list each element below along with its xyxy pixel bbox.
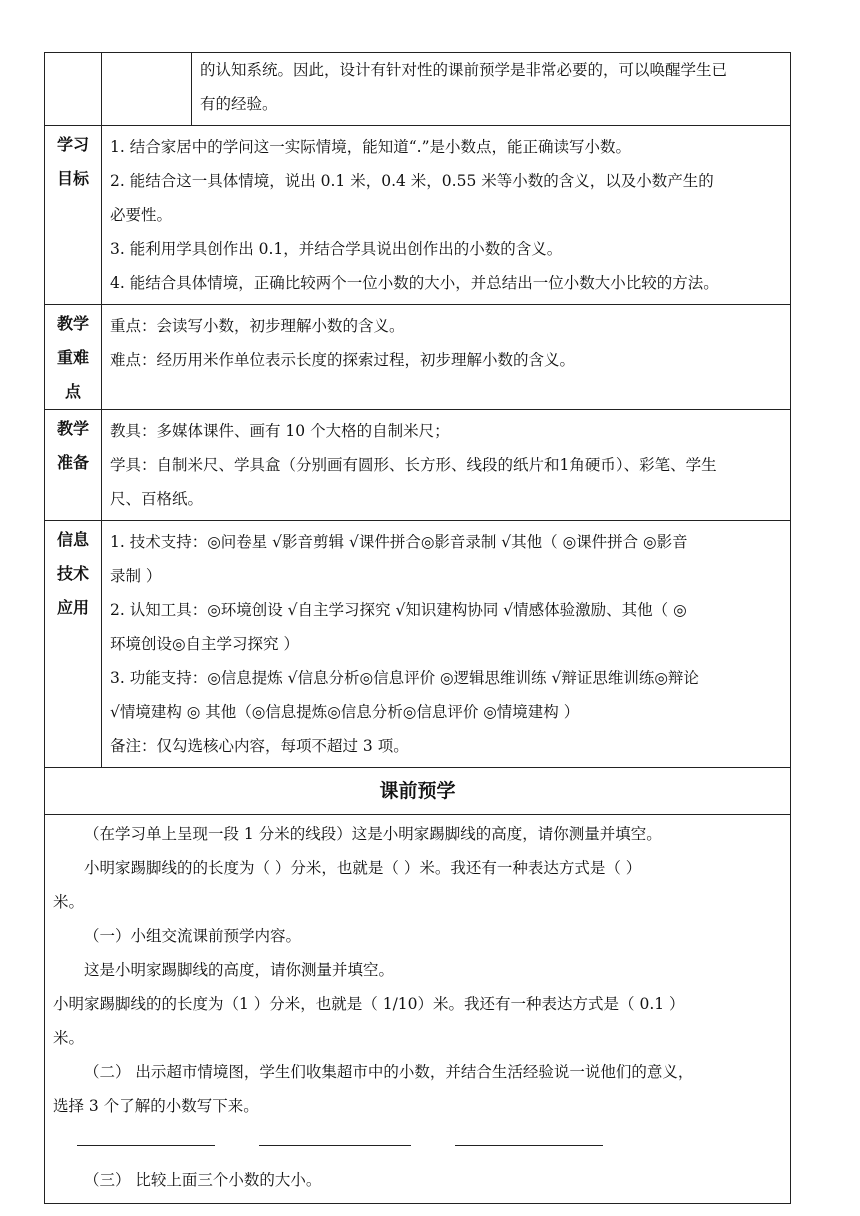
prestudy-paragraph: 米。: [53, 1029, 85, 1047]
prestudy-paragraph: 小明家踢脚线的的长度为（ ）分米，也就是（ ）米。我还有一种表达方式是（ ）: [84, 859, 642, 877]
objectives-row: [45, 126, 791, 305]
answer-blank-2[interactable]: [259, 1145, 411, 1146]
prestudy-paragraph: 选择 3 个了解的小数写下来。: [53, 1097, 259, 1115]
lesson-plan-table: [44, 52, 791, 1204]
prestudy-paragraph: （二） 出示超市情境图，学生们收集超市中的小数，并结合生活经验说一说他们的意义，: [84, 1063, 694, 1081]
intro-row: [45, 53, 791, 126]
prestudy-paragraph: 米。: [53, 893, 85, 911]
it-item: 1. 技术支持：◎问卷星 √影音剪辑 √课件拼合◎影音录制 √其他（ ◎课件拼合 ◎影音: [110, 533, 688, 551]
it-item: 备注：仅勾选核心内容，每项不超过 3 项。: [110, 737, 409, 755]
intro-line-2: 有的经验。: [200, 95, 278, 113]
prestudy-paragraph: 小明家踢脚线的的长度为（1 ）分米，也就是（ 1/10）米。我还有一种表达方式是（ 0.1 ）: [53, 995, 685, 1013]
prestudy-paragraph: （三） 比较上面三个小数的大小。: [84, 1171, 322, 1189]
prestudy-content: [45, 815, 791, 1204]
prestudy-title-row: [45, 768, 791, 815]
intro-sub-cell: [102, 53, 192, 126]
preparation-content: [102, 410, 791, 521]
intro-label-cell: [45, 53, 102, 126]
it-item: 3. 功能支持：◎信息提炼 √信息分析◎信息评价 ◎逻辑思维训练 √辩证思维训练◎辩论: [110, 669, 699, 687]
key-points-content: [102, 305, 791, 410]
answer-blank-1[interactable]: [77, 1145, 215, 1146]
answer-blanks: [53, 1123, 782, 1159]
it-application-content: [102, 521, 791, 768]
key-points-label: 教学 重难 点: [45, 305, 102, 410]
lesson-plan-sheet: [44, 52, 790, 1204]
preparation-item: 学具：自制米尺、学具盒（分别画有圆形、长方形、线段的纸片和1角硬币）、彩笔、学生: [110, 456, 717, 474]
it-item: √情境建构 ◎ 其他（◎信息提炼◎信息分析◎信息评价 ◎情境建构 ）: [110, 703, 580, 721]
prestudy-paragraph: （在学习单上呈现一段 1 分米的线段）这是小明家踢脚线的高度，请你测量并填空。: [84, 825, 662, 843]
section-title: 课前预学: [45, 768, 791, 815]
intro-content-cell: [192, 53, 791, 126]
objective-item: 必要性。: [110, 206, 173, 224]
intro-line-1: 的认知系统。因此，设计有针对性的课前预学是非常必要的，可以唤醒学生已: [200, 61, 728, 79]
objective-item: 4. 能结合具体情境，正确比较两个一位小数的大小，并总结出一位小数大小比较的方法。: [110, 274, 719, 292]
key-point-item: 重点：会读写小数，初步理解小数的含义。: [110, 317, 405, 335]
it-application-label: 信息 技术 应用: [45, 521, 102, 768]
it-item: 环境创设◎自主学习探究 ）: [110, 635, 299, 653]
key-points-row: [45, 305, 791, 410]
preparation-item: 教具：多媒体课件、画有 10 个大格的自制米尺；: [110, 422, 450, 440]
prestudy-paragraph: 这是小明家踢脚线的高度，请你测量并填空。: [84, 961, 395, 979]
it-item: 录制 ）: [110, 567, 162, 585]
objective-item: 3. 能利用学具创作出 0.1，并结合学具说出创作出的小数的含义。: [110, 240, 563, 258]
it-application-row: [45, 521, 791, 768]
objective-item: 1. 结合家居中的学问这一实际情境，能知道“.”是小数点，能正确读写小数。: [110, 138, 631, 156]
preparation-item: 尺、百格纸。: [110, 490, 204, 508]
preparation-label: 教学 准备: [45, 410, 102, 521]
prestudy-row: [45, 815, 791, 1204]
preparation-row: [45, 410, 791, 521]
objective-item: 2. 能结合这一具体情境，说出 0.1 米，0.4 米，0.55 米等小数的含义，以及小数产生的: [110, 172, 714, 190]
answer-blank-3[interactable]: [455, 1145, 603, 1146]
objectives-content: [102, 126, 791, 305]
it-item: 2. 认知工具：◎环境创设 √自主学习探究 √知识建构协同 √情感体验激励、其他（ ◎: [110, 601, 687, 619]
key-point-item: 难点：经历用米作单位表示长度的探索过程，初步理解小数的含义。: [110, 351, 576, 369]
objectives-label: 学习 目标: [45, 126, 102, 305]
prestudy-paragraph: （一）小组交流课前预学内容。: [84, 927, 302, 945]
